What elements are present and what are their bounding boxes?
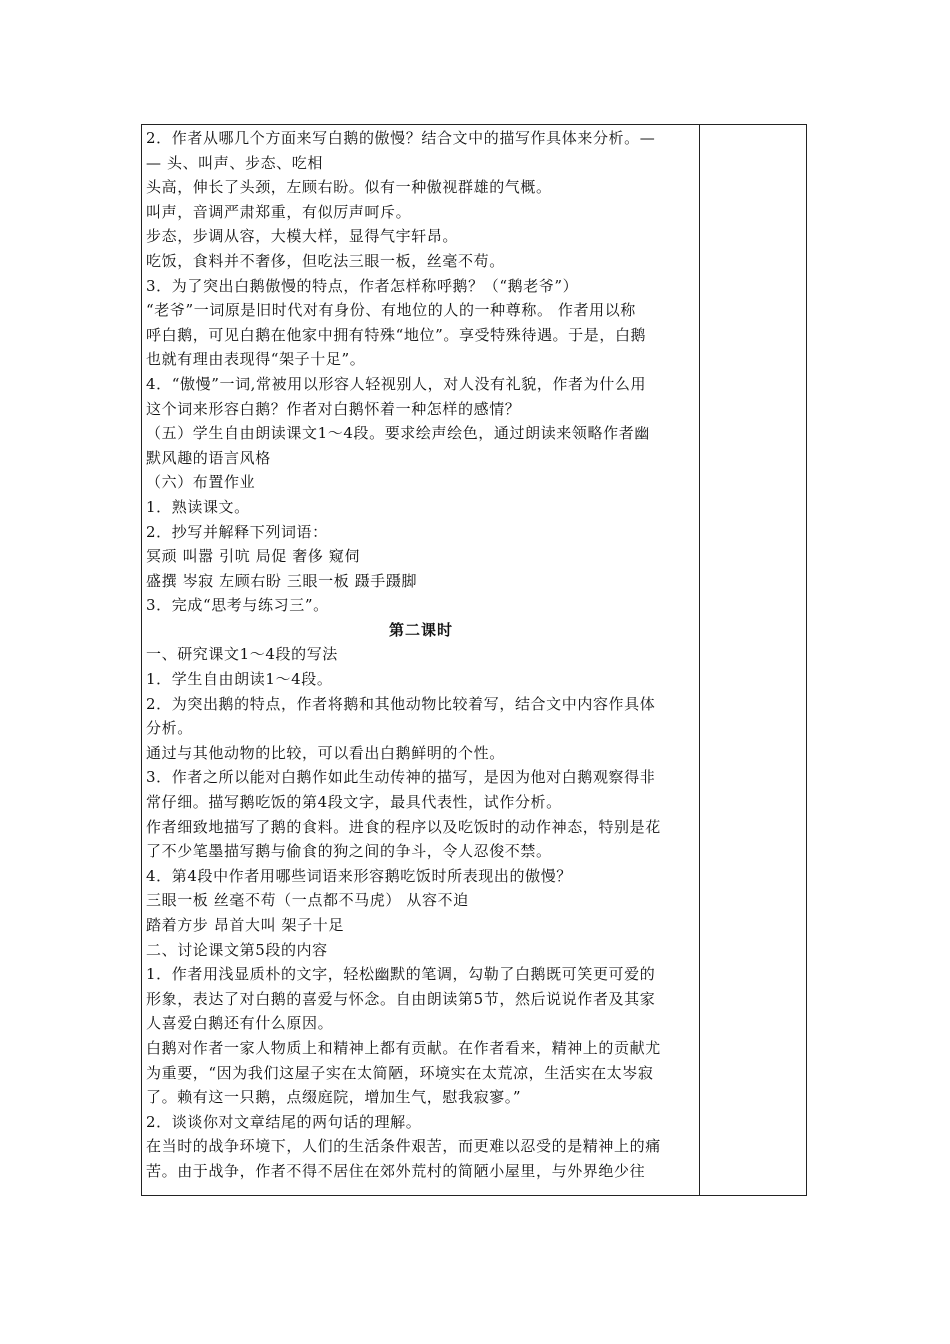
text-line: 人喜爱白鹅还有什么原因。	[146, 1014, 334, 1033]
text-line: 形象，表达了对白鹅的喜爱与怀念。自由朗读第5节，然后说说作者及其家	[146, 989, 656, 1008]
text-line: 头高，伸长了头颈，左顾右盼。似有一种傲视群雄的气概。	[146, 178, 552, 197]
text-line: 叫声，音调严肃郑重，有似厉声呵斥。	[146, 202, 412, 221]
text-line: 1．作者用浅显质朴的文字，轻松幽默的笔调，勾勒了白鹅既可笑更可爱的	[146, 965, 656, 984]
text-line: 盛撰 岑寂 左顾右盼 三眼一板 蹑手蹑脚	[146, 571, 418, 590]
text-line: — 头、叫声、步态、吃相	[146, 153, 323, 172]
text-line: 3．完成“思考与练习三”。	[146, 596, 329, 615]
text-line: 分析。	[146, 719, 193, 738]
text-line: 也就有理由表现得“架子十足”。	[146, 350, 366, 369]
notes-cell	[700, 125, 806, 1195]
text-line: 1．学生自由朗读1～4段。	[146, 670, 333, 689]
text-line: 默风趣的语言风格	[146, 448, 271, 467]
text-line: 冥顽 叫嚣 引吭 局促 奢侈 窥伺	[146, 547, 361, 566]
text-line: 二、讨论课文第5段的内容	[146, 940, 328, 959]
text-line: 为重要，“因为我们这屋子实在太简陋，环境实在太荒凉，生活实在太岑寂	[146, 1063, 654, 1082]
text-line: 3．为了突出白鹅傲慢的特点，作者怎样称呼鹅？（“鹅老爷”）	[146, 276, 579, 295]
text-line: 苦。由于战争，作者不得不居住在郊外荒村的简陋小屋里，与外界绝少往	[146, 1161, 646, 1180]
text-line: 三眼一板 丝毫不苟（一点都不马虎） 从容不迫	[146, 891, 469, 910]
section-heading: 第二课时	[388, 620, 453, 639]
text-line: 1．熟读课文。	[146, 497, 250, 516]
text-line: （五）学生自由朗读课文1～4段。要求绘声绘色，通过朗读来领略作者幽	[146, 424, 650, 443]
text-line: 4．“傲慢”一词,常被用以形容人轻视别人，对人没有礼貌，作者为什么用	[146, 374, 647, 393]
text-line: 作者细致地描写了鹅的食料。进食的程序以及吃饭时的动作神态，特别是花	[146, 817, 661, 836]
text-line: 4．第4段中作者用哪些词语来形容鹅吃饭时所表现出的傲慢？	[146, 866, 572, 885]
text-line: （六）布置作业	[146, 473, 256, 492]
lesson-table	[141, 124, 807, 1196]
text-line: 白鹅对作者一家人物质上和精神上都有贡献。在作者看来，精神上的贡献尤	[146, 1038, 661, 1057]
text-line: 通过与其他动物的比较，可以看出白鹅鲜明的个性。	[146, 743, 505, 762]
text-line: 这个词来形容白鹅？作者对白鹅怀着一种怎样的感情？	[146, 399, 521, 418]
text-line: 2．谈谈你对文章结尾的两句话的理解。	[146, 1112, 422, 1131]
text-line: 步态，步调从容，大模大样，显得气宇轩昂。	[146, 227, 459, 246]
text-line: 2．为突出鹅的特点，作者将鹅和其他动物比较着写，结合文中内容作具体	[146, 694, 656, 713]
text-line: 2．作者从哪几个方面来写白鹅的傲慢？结合文中的描写作具体来分析。—	[146, 129, 656, 147]
lesson-content	[146, 126, 696, 1184]
text-line: 一、研究课文1～4段的写法	[146, 645, 338, 664]
text-line: 常仔细。描写鹅吃饭的第4段文字，最具代表性，试作分析。	[146, 793, 562, 812]
text-line: 吃饭，食料并不奢侈，但吃法三眼一板，丝毫不苟。	[146, 251, 505, 270]
text-line: 在当时的战争环境下，人们的生活条件艰苦，而更难以忍受的是精神上的痛	[146, 1137, 661, 1156]
text-line: “老爷”一词原是旧时代对有身份、有地位的人的一种尊称。 作者用以称	[146, 301, 636, 320]
text-line: 2．抄写并解释下列词语：	[146, 522, 328, 541]
text-line: 呼白鹅，可见白鹅在他家中拥有特殊“地位”。享受特殊待遇。于是，白鹅	[146, 325, 647, 344]
text-line: 3．作者之所以能对白鹅作如此生动传神的描写，是因为他对白鹅观察得非	[146, 768, 656, 787]
text-line: 了。赖有这一只鹅，点缀庭院，增加生气，慰我寂寥。”	[146, 1088, 522, 1107]
text-line: 了不少笔墨描写鹅与偷食的狗之间的争斗，令人忍俊不禁。	[146, 842, 552, 861]
text-line: 踏着方步 昂首大叫 架子十足	[146, 916, 344, 934]
